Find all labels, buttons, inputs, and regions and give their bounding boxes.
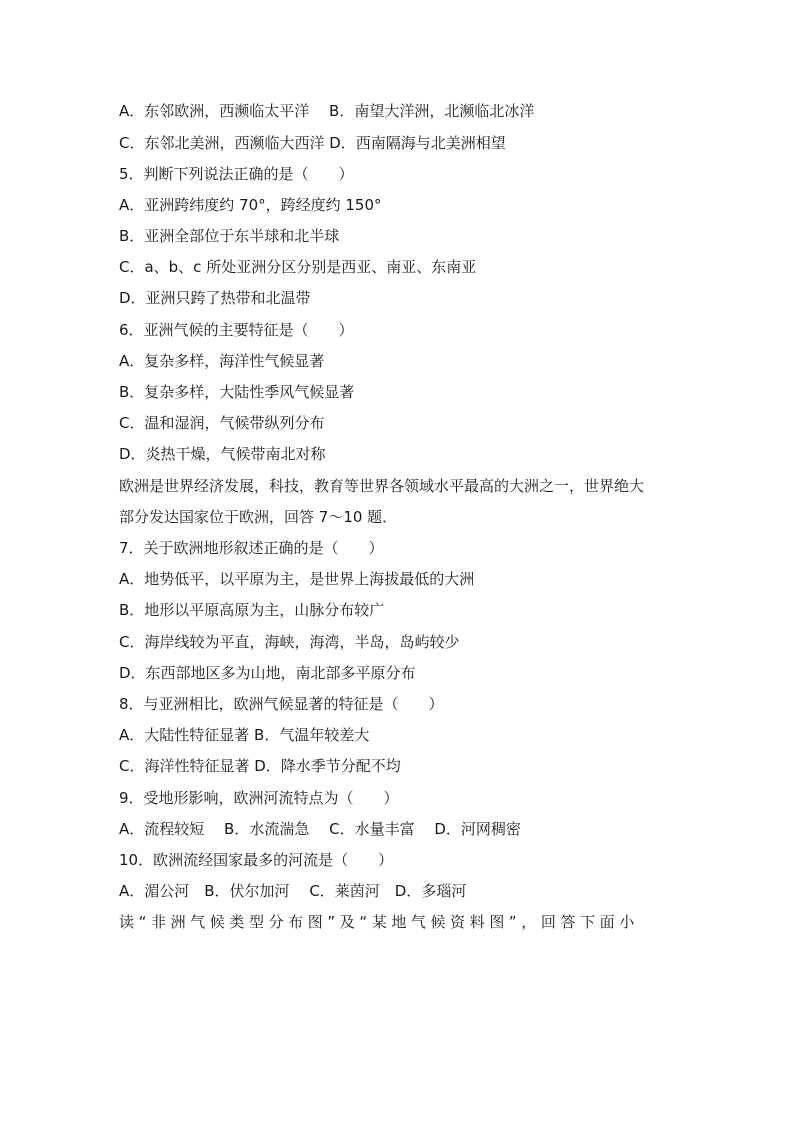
q7-option-a: A．地势低平，以平原为主，是世界上海拔最低的大洲 — [119, 570, 475, 588]
africa-climate-intro: 读“非洲气候类型分布图”及“某地气候资料图”，回答下面小 — [119, 913, 639, 931]
q8-options-ab: A．大陆性特征显著 B．气温年较差大 — [119, 726, 370, 744]
q8-options-cd: C．海洋性特征显著 D．降水季节分配不均 — [119, 757, 401, 775]
q9-stem: 9．受地形影响，欧洲河流特点为（ ） — [119, 789, 399, 807]
q6-option-b: B．复杂多样，大陆性季风气候显著 — [119, 383, 355, 401]
q7-option-b: B．地形以平原高原为主，山脉分布较广 — [119, 601, 385, 619]
europe-intro-line1: 欧洲是世界经济发展，科技，教育等世界各领域水平最高的大洲之一，世界绝大 — [119, 477, 645, 495]
q5-stem: 5．判断下列说法正确的是（ ） — [119, 165, 354, 183]
q5-option-a: A．亚洲跨纬度约 70°，跨经度约 150° — [119, 196, 382, 214]
q5-option-b: B．亚洲全部位于东半球和北半球 — [119, 227, 340, 245]
q5-option-c: C．a、b、c 所处亚洲分区分别是西亚、南亚、东南亚 — [119, 258, 477, 276]
q10-stem: 10．欧洲流经国家最多的河流是（ ） — [119, 851, 394, 869]
q7-option-d: D．东西部地区多为山地，南北部多平原分布 — [119, 664, 416, 682]
q8-stem: 8．与亚洲相比，欧洲气候显著的特征是（ ） — [119, 695, 444, 713]
q7-stem: 7．关于欧洲地形叙述正确的是（ ） — [119, 539, 384, 557]
q6-option-a: A．复杂多样，海洋性气候显著 — [119, 352, 325, 370]
q10-options: A．湄公河 B．伏尔加河 C．莱茵河 D．多瑙河 — [119, 882, 467, 900]
q6-option-c: C．温和湿润，气候带纵列分布 — [119, 414, 325, 432]
q6-option-d: D．炎热干燥，气候带南北对称 — [119, 445, 326, 463]
europe-intro-line2: 部分发达国家位于欧洲，回答 7～10 题． — [119, 508, 398, 526]
q4-options-cd: C．东邻北美洲，西濒临大西洋 D．西南隔海与北美洲相望 — [119, 134, 506, 152]
q5-option-d: D．亚洲只跨了热带和北温带 — [119, 289, 311, 307]
q7-option-c: C．海岸线较为平直，海峡，海湾，半岛，岛屿较少 — [119, 633, 460, 651]
q4-options-ab: A．东邻欧洲，西濒临太平洋 B．南望大洋洲，北濒临北冰洋 — [119, 102, 535, 120]
q9-options: A．流程较短 B．水流湍急 C．水量丰富 D．河网稠密 — [119, 820, 521, 838]
q6-stem: 6．亚洲气候的主要特征是（ ） — [119, 321, 354, 339]
